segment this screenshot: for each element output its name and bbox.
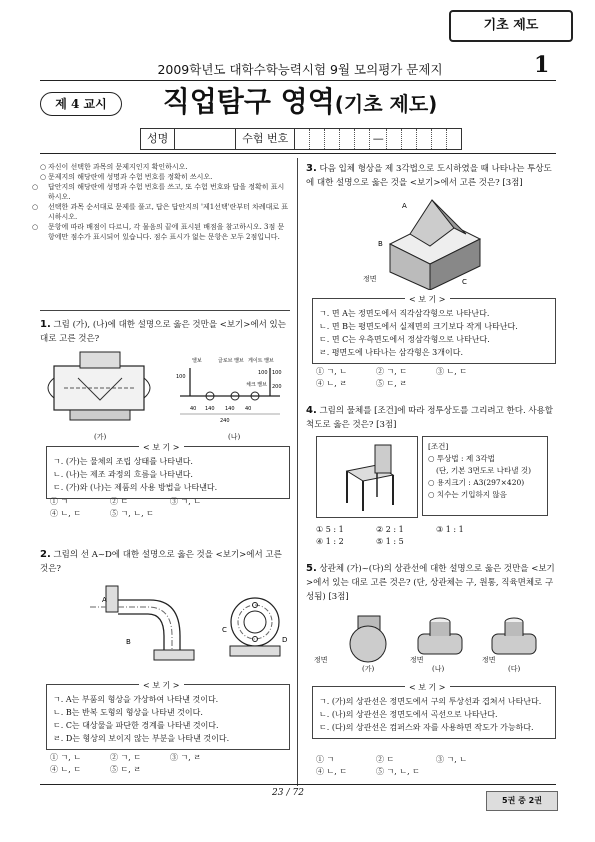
q4-choices	[316, 524, 556, 548]
q2-choices	[50, 752, 290, 776]
bogi-title: < 보 기 >	[139, 441, 184, 454]
q2-fig-label: B	[126, 638, 131, 646]
q1-fig-label: 140	[205, 406, 215, 412]
notice-item: ○ 자신이 선택한 과목의 문제지인지 확인하시오.	[40, 163, 188, 171]
choice[interactable]: ② 2 : 1	[376, 525, 404, 534]
name-label: 성명	[141, 129, 175, 149]
choice[interactable]: ③ ㄱ, ㄹ	[170, 753, 202, 762]
q5-front-label: 정면	[482, 656, 496, 664]
choice[interactable]: ⑤ ㄷ, ㄹ	[376, 379, 408, 388]
notices	[32, 162, 290, 242]
choice[interactable]: ⑤ ㄷ, ㄹ	[110, 765, 142, 774]
q1-fig-label: 게이트 밸브	[248, 358, 274, 364]
choice[interactable]: ① ㄱ	[50, 497, 69, 506]
chair-figure	[317, 437, 417, 517]
q1-figure	[40, 348, 290, 428]
name-number-box: 성명 수험 번호 —	[140, 128, 462, 150]
q4-conditions	[422, 436, 548, 516]
choice[interactable]: ③ 1 : 1	[436, 525, 464, 534]
page-fraction: 23 / 72	[272, 788, 304, 798]
bogi-item: ㄴ. B는 반복 도형의 형상을 나타낸 것이다.	[53, 708, 203, 717]
page-title: 직업탐구 영역(기초 제도)	[162, 85, 438, 118]
q5-caption: (가)	[362, 665, 375, 673]
q1-caption-a: (가)	[94, 433, 107, 441]
subject-box: 기초 제도	[449, 10, 573, 42]
cond-item: (단, 기본 3면도로 나타낼 것)	[436, 466, 531, 475]
q5-caption: (나)	[432, 665, 445, 673]
choice[interactable]: ④ ㄴ, ㄹ	[316, 379, 348, 388]
notice-item: ○ 문제지의 해당란에 성명과 수험 번호를 정확히 쓰시오.	[40, 173, 213, 181]
q1-fig-label: 100	[176, 374, 186, 380]
title-rule	[40, 153, 556, 154]
choice[interactable]: ③ ㄱ, ㄴ	[436, 755, 468, 764]
q3-front-label: 정면	[363, 275, 377, 283]
choice[interactable]: ③ ㄱ, ㄴ	[170, 497, 202, 506]
choice[interactable]: ⑤ ㄱ, ㄴ, ㄷ	[110, 509, 154, 518]
q1-choices	[50, 496, 290, 520]
bogi-item: ㄱ. A는 부품의 형상을 가상하여 나타낸 것이다.	[53, 695, 219, 704]
choice[interactable]: ② ㄷ	[110, 497, 129, 506]
choice[interactable]: ④ ㄴ, ㄷ	[50, 765, 82, 774]
question-3: 3. 다음 입체 형상을 제 3각법으로 도시하였을 때 나타나는 투상도에 대한 설명으로 옳은 것을 <보기>에서 고른 것은? [3점]	[306, 163, 552, 188]
bogi-item: ㄱ. 면 A는 정면도에서 직각삼각형으로 나타난다.	[319, 309, 490, 318]
bogi-title: < 보 기 >	[405, 293, 450, 306]
q3-figure	[370, 194, 500, 290]
q2-figure	[40, 580, 290, 672]
bogi-item: ㄴ. (나)의 상관선은 정면도에서 곡선으로 나타난다.	[319, 710, 498, 719]
q1-fig-label: 40	[190, 406, 197, 412]
bogi-item: ㄱ. (가)는 물체의 조립 상태를 나타낸다.	[53, 457, 193, 466]
bogi-item: ㄴ. (나)는 제조 과정의 흐름을 나타낸다.	[53, 470, 193, 479]
q1-bogi	[46, 443, 290, 499]
notice-rule	[40, 310, 290, 311]
bogi-item: ㄹ. D는 형상의 보이지 않는 부분을 나타낸 것이다.	[53, 734, 230, 743]
q2-fig-label: C	[222, 626, 227, 634]
q3-fig-label: C	[462, 278, 467, 286]
question-4: 4. 그림의 물체를 [조건]에 따라 정투상도를 그리려고 한다. 사용할 척도로 옳은 것은? [3점]	[306, 405, 553, 430]
q5-figure	[310, 610, 550, 670]
choice[interactable]: ⑤ ㄱ, ㄴ, ㄷ	[376, 767, 420, 776]
q1-fig-label: 240	[220, 418, 230, 424]
choice[interactable]: ③ ㄴ, ㄷ	[436, 367, 468, 376]
choice[interactable]: ② ㄱ, ㄷ	[110, 753, 142, 762]
q3-bogi	[312, 295, 556, 364]
q1-fig-label: 100	[272, 370, 282, 376]
bogi-title: < 보 기 >	[139, 679, 184, 692]
exam-number-label: 수험 번호	[236, 129, 295, 149]
bogi-item: ㄷ. C는 대상물을 파단한 경계를 나타낸 것이다.	[53, 721, 219, 730]
q2-fig-label: A	[102, 596, 107, 604]
q2-bogi	[46, 681, 290, 750]
choice[interactable]: ① ㄱ, ㄴ	[316, 367, 348, 376]
bogi-item: ㄷ. 면 C는 우측면도에서 정삼각형으로 나타난다.	[319, 335, 490, 344]
q5-caption: (다)	[508, 665, 521, 673]
period-badge: 제 4 교시	[40, 92, 122, 116]
volume-badge: 5권 중 2권	[486, 791, 558, 811]
notice-item: ○ 답안지의 해당란에 성명과 수험 번호를 쓰고, 또 수험 번호와 답을 정확히 표시하시오.	[32, 183, 285, 201]
bogi-item: ㄱ. (가)의 상관선은 정면도에서 구의 투상선과 겹쳐서 나타난다.	[319, 697, 542, 706]
question-1: 1. 그림 (가), (나)에 대한 설명으로 옳은 것만을 <보기>에서 있는 대로 고른 것은?	[40, 319, 286, 344]
q5-bogi	[312, 683, 556, 739]
exam-title: 2009학년도 대학수학능력시험 9월 모의평가 문제지	[157, 62, 443, 77]
choice[interactable]: ④ 1 : 2	[316, 537, 344, 546]
choice[interactable]: ② ㄷ	[376, 755, 395, 764]
q5-front-label: 정면	[410, 656, 424, 664]
q1-fig-label: 40	[245, 406, 252, 412]
bogi-item: ㄹ. 평면도에 나타나는 삼각형은 3개이다.	[319, 348, 463, 357]
q5-choices	[316, 754, 556, 778]
q1-fig-label: 글로브 밸브	[218, 358, 244, 364]
q3-choices	[316, 366, 556, 390]
q1-fig-label: 100	[258, 370, 268, 376]
bogi-item: ㄷ. (가)와 (나)는 제품의 사용 방법을 나타낸다.	[53, 483, 218, 492]
q3-fig-label: B	[378, 240, 383, 248]
choice[interactable]: ② ㄱ, ㄷ	[376, 367, 408, 376]
name-field	[175, 129, 236, 149]
question-2: 2. 그림의 선 A~D에 대한 설명으로 옳은 것을 <보기>에서 고른 것은?	[40, 549, 282, 574]
q5-front-label: 정면	[314, 656, 328, 664]
cond-item: ○ 용지크기 : A3(297×420)	[428, 478, 525, 487]
q1-caption-b: (나)	[228, 433, 241, 441]
notice-item: ○ 문항에 따라 배점이 다르니, 각 물음의 끝에 표시된 배점을 참고하시오. 3점 문항에만 점수가 표시되어 있습니다. 점수 표시가 없는 문항은 모두 2점입니다.	[32, 223, 285, 241]
footer-rule	[40, 784, 556, 785]
bogi-title: < 보 기 >	[405, 681, 450, 694]
notice-item: ○ 선택한 과목 순서대로 문제를 풀고, 답은 답안지의 '제1선택'란부터 차례대로 표시하시오.	[32, 203, 289, 221]
choice[interactable]: ⑤ 1 : 5	[376, 537, 404, 546]
q2-fig-label: D	[282, 636, 288, 644]
choice[interactable]: ④ ㄴ, ㄷ	[316, 767, 348, 776]
bogi-item: ㄴ. 면 B는 평면도에서 실제면의 크기보다 작게 나타난다.	[319, 322, 518, 331]
q1-fig-label: 체크 밸브	[246, 382, 267, 388]
q1-fig-label: 200	[272, 384, 282, 390]
choice[interactable]: ④ ㄴ, ㄷ	[50, 509, 82, 518]
cond-item: ○ 투상법 : 제 3각법	[428, 454, 495, 463]
q3-fig-label: A	[402, 202, 407, 210]
question-5: 5. 상관체 (가)~(다)의 상관선에 대한 설명으로 옳은 것만을 <보기>에서 있는 대로 고른 것은? (단, 상관체는 구, 원통, 직육면체로 구성됨) [3점]	[306, 563, 555, 602]
q1-fig-label: 140	[225, 406, 235, 412]
page-number: 1	[534, 52, 550, 78]
choice[interactable]: ① ㄱ	[316, 755, 335, 764]
choice[interactable]: ① 5 : 1	[316, 525, 344, 534]
q4-figure-frame	[316, 436, 418, 518]
q1-fig-label: 엘보	[192, 358, 202, 364]
cond-item: ○ 치수는 기입하지 않음	[428, 490, 507, 499]
bogi-item: ㄷ. (다)의 상관선은 컴퍼스와 자를 사용하면 작도가 가능하다.	[319, 723, 534, 732]
choice[interactable]: ① ㄱ, ㄴ	[50, 753, 82, 762]
column-divider	[297, 158, 298, 786]
cond-title: [조건]	[428, 442, 449, 451]
